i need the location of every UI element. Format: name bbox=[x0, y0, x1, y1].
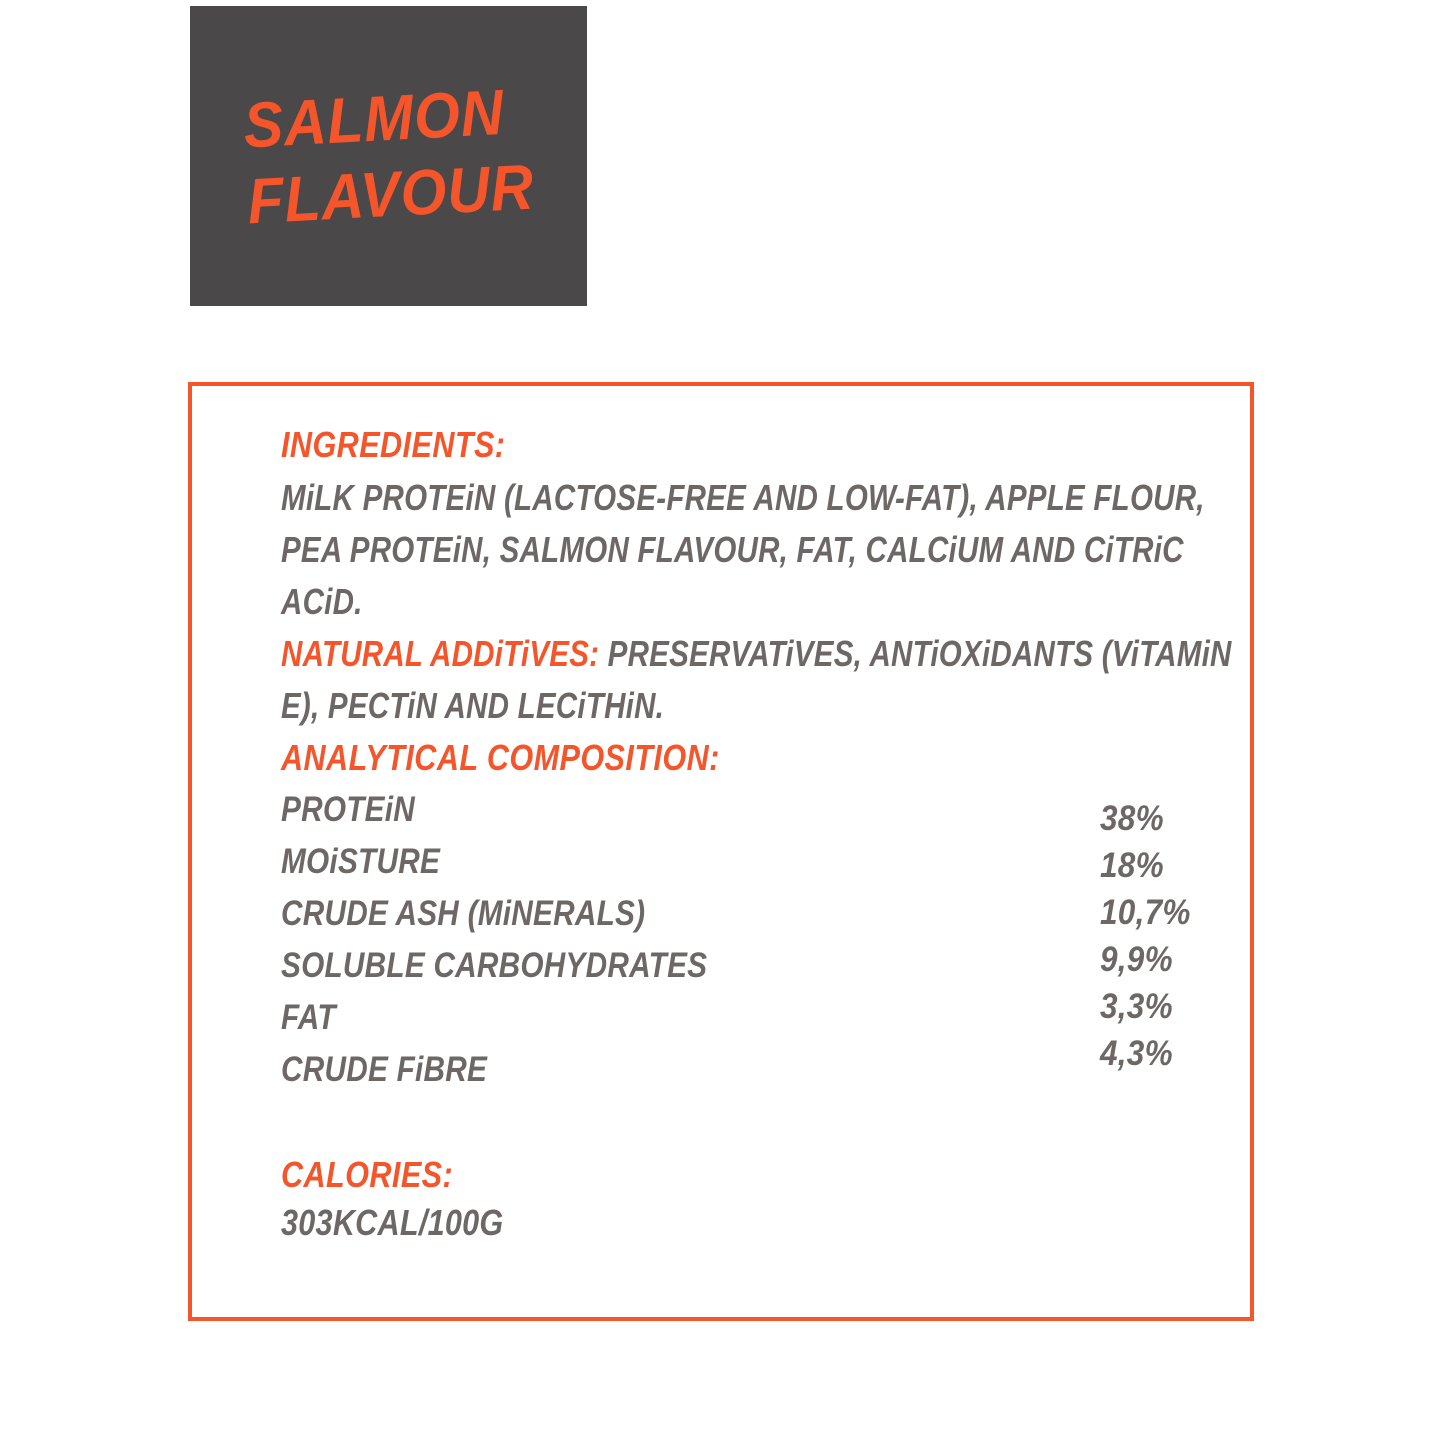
analysis-row-value: 9,9% bbox=[1100, 940, 1173, 979]
flavour-title-line-2: FLAVOUR bbox=[245, 150, 536, 238]
analysis-heading: ANALYTICAL COMPOSITION: bbox=[281, 737, 720, 778]
analysis-row-label: CRUDE ASH (MiNERALS) bbox=[281, 894, 646, 933]
analysis-labels-column bbox=[281, 784, 1046, 1096]
analysis-values-column bbox=[1100, 795, 1262, 1077]
analysis-row-value: 10,7% bbox=[1100, 893, 1191, 932]
analysis-row-label: PROTEiN bbox=[281, 790, 416, 829]
ingredients-block bbox=[281, 472, 1253, 732]
analysis-row-value: 18% bbox=[1100, 846, 1164, 885]
ingredients-heading: INGREDIENTS: bbox=[281, 424, 506, 465]
flavour-title-line-1: SALMON bbox=[241, 75, 506, 162]
analysis-row-label: MOiSTURE bbox=[281, 842, 441, 881]
additives-label: NATURAL ADDiTiVES: bbox=[281, 633, 600, 674]
calories-value: 303KCAL/100G bbox=[281, 1202, 504, 1243]
analysis-row-label: CRUDE FiBRE bbox=[281, 1050, 488, 1089]
additives-body: PRESERVATiVES, ANTiOXiDANTS (ViTAMiN E), PECTiN AND LECiTHiN. bbox=[281, 633, 1232, 726]
flavour-title-card bbox=[190, 6, 587, 306]
analysis-row-label: FAT bbox=[281, 998, 336, 1037]
calories-heading: CALORIES: bbox=[281, 1154, 454, 1195]
analysis-row-value: 3,3% bbox=[1100, 987, 1173, 1026]
analysis-row-value: 38% bbox=[1100, 799, 1164, 838]
analysis-row-label: SOLUBLE CARBOHYDRATES bbox=[281, 946, 708, 985]
flavour-title bbox=[241, 73, 535, 240]
ingredients-body: MiLK PROTEiN (LACTOSE-FREE AND LOW-FAT), APPLE FLOUR, PEA PROTEiN, SALMON FLAVOUR, FAT, CALCiUM AND CiTRiC ACiD. bbox=[281, 477, 1205, 622]
analysis-row-value: 4,3% bbox=[1100, 1034, 1173, 1073]
